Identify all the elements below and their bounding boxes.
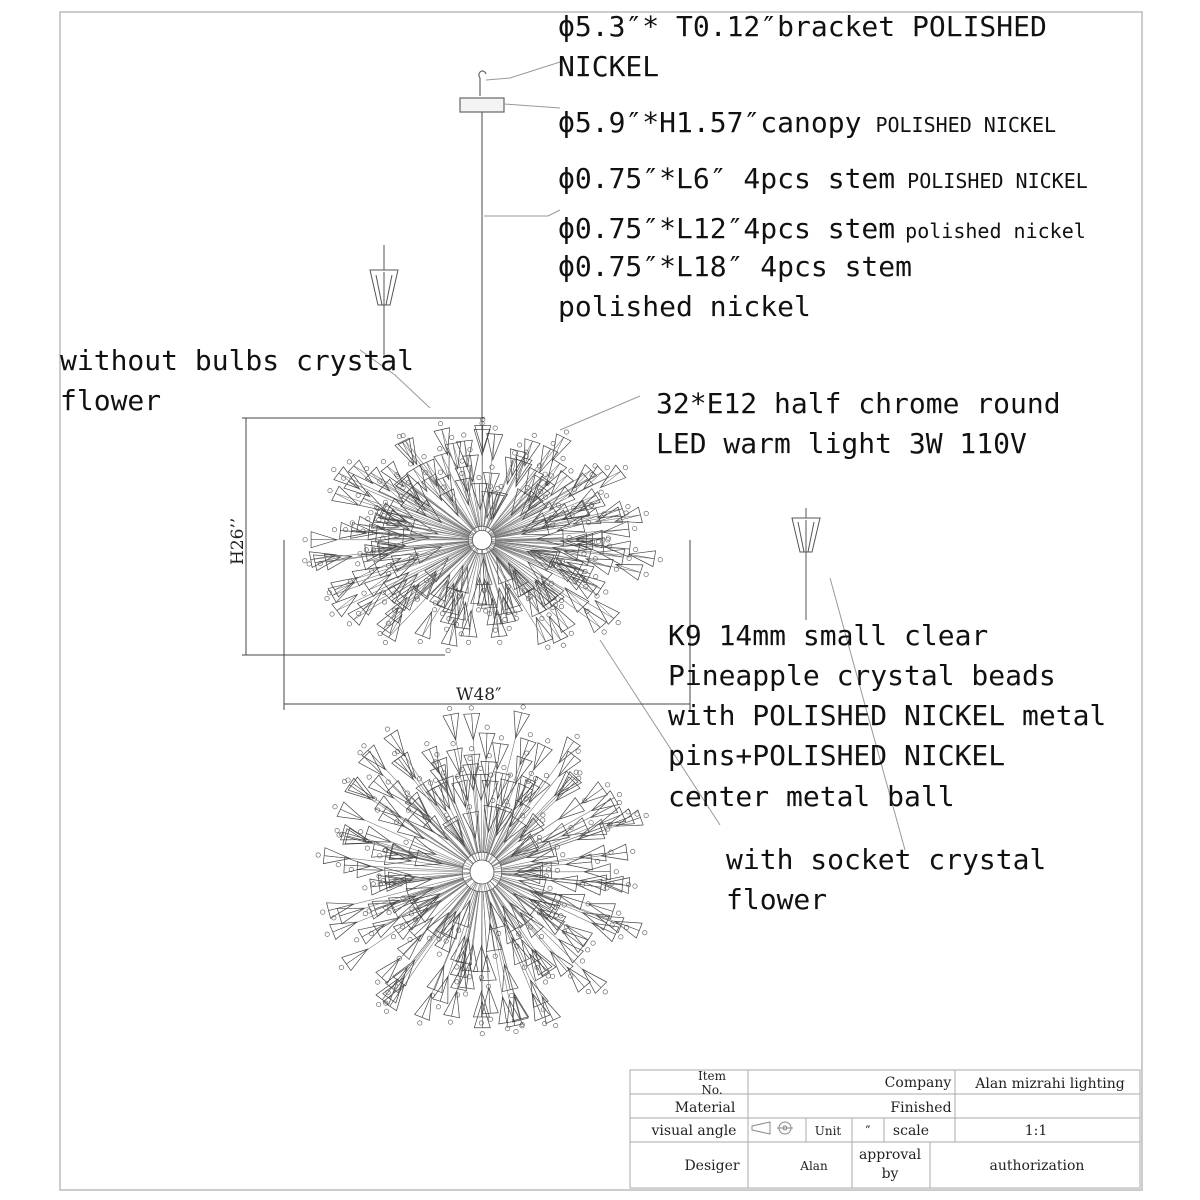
crystal-label-1: K9 14mm small clear: [668, 619, 989, 652]
dimension-lines: [242, 418, 690, 710]
canopy-label: ϕ5.9″*H1.57″canopy POLISHED NICKEL: [558, 106, 1057, 139]
designer-label: Desiger: [684, 1158, 740, 1174]
approval-label-1: approval: [858, 1147, 922, 1163]
stem18-label-2: polished nickel: [558, 290, 811, 323]
visual-angle-label: visual angle: [651, 1123, 737, 1139]
with-socket-label-2: flower: [726, 883, 828, 916]
canopy-shape: [460, 98, 504, 112]
without-bulbs-label-2: flower: [60, 384, 162, 417]
without-bulbs-label-1: without bulbs crystal: [60, 344, 415, 377]
width-dimension: W48″: [456, 685, 502, 705]
unit-label: Unit: [814, 1124, 842, 1138]
crystal-label-3: with POLISHED NICKEL metal: [668, 699, 1107, 732]
unit-value: ″: [865, 1124, 871, 1140]
height-dimension: H26’’: [228, 517, 248, 565]
approval-label-2: by: [881, 1166, 899, 1182]
crystal-label-2: Pineapple crystal beads: [668, 659, 1056, 692]
bracket-label-2: NICKEL: [558, 50, 660, 83]
with-socket-label-1: with socket crystal: [726, 843, 1047, 876]
item-no-label-1: Item: [697, 1069, 727, 1083]
canopy-assembly: [460, 71, 504, 430]
stem12-label: ϕ0.75″*L12″4pcs stem polished nickel: [558, 212, 1086, 245]
chandelier-side-view: [303, 417, 663, 652]
stem18-label-1: ϕ0.75″*L18″ 4pcs stem: [558, 250, 913, 283]
company-value: Alan mizrahi lighting: [975, 1076, 1125, 1092]
stem6-label: ϕ0.75″*L6″ 4pcs stem POLISHED NICKEL: [558, 162, 1088, 195]
bracket-label-1: ϕ5.3″* T0.12″bracket POLISHED: [558, 10, 1047, 43]
finished-label: Finished: [890, 1100, 952, 1116]
company-label: Company: [884, 1075, 952, 1091]
scale-value: 1:1: [1024, 1123, 1048, 1139]
crystal-label-5: center metal ball: [668, 780, 955, 813]
designer-value: Alan: [800, 1159, 828, 1173]
crystal-flower-icon-right: [792, 508, 820, 620]
chandelier-bottom-view: [316, 705, 648, 1036]
crystal-flower-icon-left: [370, 245, 398, 355]
authorization-label: authorization: [989, 1158, 1085, 1174]
led-label-1: 32*E12 half chrome round: [656, 387, 1061, 420]
projection-symbol-icon: [752, 1122, 793, 1134]
scale-label: scale: [892, 1123, 930, 1139]
hook-icon: [479, 71, 486, 78]
item-no-label-2: No.: [701, 1083, 723, 1097]
material-label: Material: [674, 1100, 736, 1116]
led-label-2: LED warm light 3W 110V: [656, 427, 1027, 460]
crystal-label-4: pins+POLISHED NICKEL: [668, 739, 1006, 772]
